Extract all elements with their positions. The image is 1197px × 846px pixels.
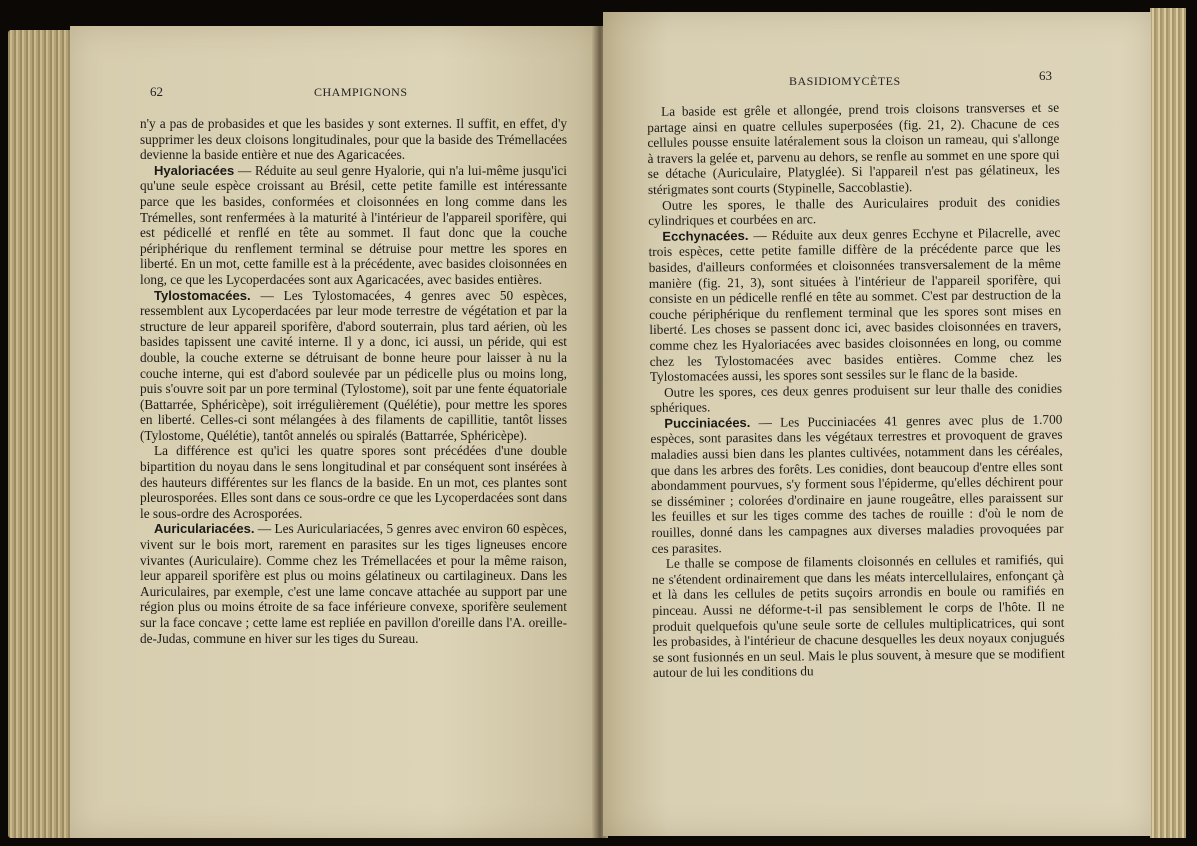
left-running-head: CHAMPIGNONS [314,85,408,99]
right-paragraph-6: Le thalle se compose de filaments cloisonnés en cellules et ramifiés, qui ne s'étendent ordinairement que dans les méats intercellulaires, enfonçant çà et là dans les cellules de petits suçoirs arrondis en boule ou ramifiés en pinceau. Aussi ne déforme-t-il pas sensiblement le corps de l'hôte. Il ne produit quelquefois qu'une seule sorte de cellules multiplicatrices, qui sont les probasides, à l'intérieur de chacune desquelles les deux noyaux conjugués se sont fusionnés en un seul. Mais le plus souvent, à mesure que se modifient autour de lui les conditions du [651,551,1065,681]
right-paragraph-ecchynacees: Ecchynacées. — Réduite aux deux genres Ecchyne et Pilacrelle, avec trois espèces, cette petite famille diffère de la précédente parce que les basides, d'ailleurs conformées et cloisonnées transversalement de la même manière (fig. 21, 3), sont situées à l'intérieur de l'appareil sporifère, qui consiste en un pédicelle renflé en tête au sommet. C'est par destruction de la couche périphérique du renflement terminal que les spores sont mises en liberté. Les choses se passent donc ici, avec basides cloisonnées en travers, comme chez les Hyaloriacées avec basides cloisonnées en long, ou comme chez les Tylostomacées avec basides entières. Comme chez les Tylostomacées aussi, les spores sont sessiles sur le flanc de la baside. [648,224,1062,385]
section-heading: Tylostomacées. [154,287,251,303]
left-paragraph-4: La différence est qu'ici les quatre spores sont précédées d'une double bipartition du noyau dans le sens longitudinal et par conséquent sont insérées à des hauteurs différentes sur les flancs de la baside. En un mot, ces plantes sont pleurosporées. Elles sont dans ce sous-ordre ce que les Lycoperdacées sont dans le sous-ordre des Acrosporées. [140,443,567,521]
right-running-head: BASIDIOMYCÈTES [789,74,901,88]
left-page [70,26,598,838]
section-heading: Ecchynacées. [662,227,749,244]
page-edges-right [1150,8,1186,838]
left-page-number: 62 [150,84,163,99]
left-paragraph-hyaloriacees: Hyaloriacées — Réduite au seul genre Hyalorie, qui n'a lui-même jusqu'ici qu'une seule espèce croissant au Brésil, cette petite famille est intéressante parce que les basides, conformées et cloisonnées en long comme dans les Trémelles, sont renfermées à la maturité à l'intérieur de l'appareil sporifère, qui est pédicellé et renflé en tête au sommet. Il faut donc que la couche périphérique du renflement terminal se détruise pour mettre les spores en liberté. En un mot, cette famille est à la précédente, avec basides cloisonnées en long, ce que les Lycoperdacées sont aux Agaricacées, avec basides entières. [140,162,567,287]
page-edges-left [8,30,70,838]
left-paragraph-tylostomacees: Tylostomacées. — Les Tylostomacées, 4 genres avec 50 espèces, ressemblent aux Lycoperdacées par leur mode terrestre de végétation et par la structure de leur appareil sporifère, d'abord souterrain, plus tard aérien, où les basides tapissent une cavité interne. Il y a donc, ici aussi, un péride, qui est double, la couche externe se détruisant de bonne heure pour laisser à nu la couche interne, qui est d'abord soulevée par un pédicelle plus ou moins long, puis s'ouvre soit par un pore terminal (Tylostome), soit par une fente équatoriale (Battarrée, Sphéricèpe), soit irrégulièrement (Quélétie), pour mettre les spores en liberté. Celles-ci sont mélangées à des filaments de capillitie, tantôt lisses (Tylostome, Quélétie), tantôt annelés ou spiralés (Battarrée, Sphéricèpe). [140,287,567,443]
right-paragraph-2: Outre les spores, le thalle des Auriculaires produit des conidies cylindriques et courbées en arc. [648,193,1061,229]
left-paragraph-1: n'y a pas de probasides et que les basides y sont externes. Il suffit, en effet, d'y supprimer les deux cloisons longitudinales, pour que la baside des Trémellacées devienne la baside entière et nue des Agaricacées. [140,116,567,163]
right-paragraph-4: Outre les spores, ces deux genres produisent sur leur thalle des conidies sphériques. [650,380,1063,416]
left-paragraph-auriculariacees: Auriculariacées. — Les Auriculariacées, 5 genres avec environ 60 espèces, vivent sur le bois mort, rarement en parasites sur les tiges ligneuses encore vivantes (Auriculaire). Comme chez les Trémellacées et pour la même raison, leur appareil sporifère est plus ou moins gélatineux ou cartilagineux. Dans les Auriculaires, par exemple, c'est une lame concave attachée au support par une région plus ou moins étroite de sa face inférieure convexe, sporifère seulement sur la face concave ; cette lame est repliée en pavillon d'oreille dans l'A. oreille-de-Judas, commune en hiver sur les tiges du Sureau. [140,521,567,646]
right-page-body [647,100,1065,681]
right-page-number: 63 [1039,68,1052,83]
section-heading: Pucciniacées. [664,414,751,431]
right-paragraph-pucciniacees: Pucciniacées. — Les Pucciniacées 41 genres avec plus de 1.700 espèces, sont parasites dans les végétaux terrestres et provoquent de graves maladies aussi bien dans les plantes cultivées, notamment dans les céréales, que dans les arbres des forêts. Les conidies, dont beaucoup d'entre elles sont abondamment pourvues, s'y forment sous l'épiderme, qu'elles déchirent pour se disséminer ; colorées d'ordinaire en jaune rougeâtre, elles paraissent sur les feuilles et sur les tiges comme des taches de rouille : d'où le nom de rouilles, donné dans les campagnes aux diverses maladies provoquées par ces parasites. [650,411,1064,556]
left-page-body [140,116,567,646]
section-heading: Auriculariacées. [154,521,255,537]
right-page [603,12,1151,836]
section-heading: Hyaloriacées [154,162,235,178]
right-paragraph-1: La baside est grêle et allongée, prend trois cloisons transverses et se partage ainsi en quatre cellules superposées (fig. 21, 2). Chacune de ces cellules pousse ensuite latéralement sous la cloison un rameau, qui s'allonge à travers la gelée et, parvenu au dehors, se renfle au sommet en une spore qui se détache (Auriculaire, Platyglée). Si l'appareil n'est pas gélatineux, les stérigmates sont courts (Stypinelle, Saccoblastie). [647,99,1060,197]
